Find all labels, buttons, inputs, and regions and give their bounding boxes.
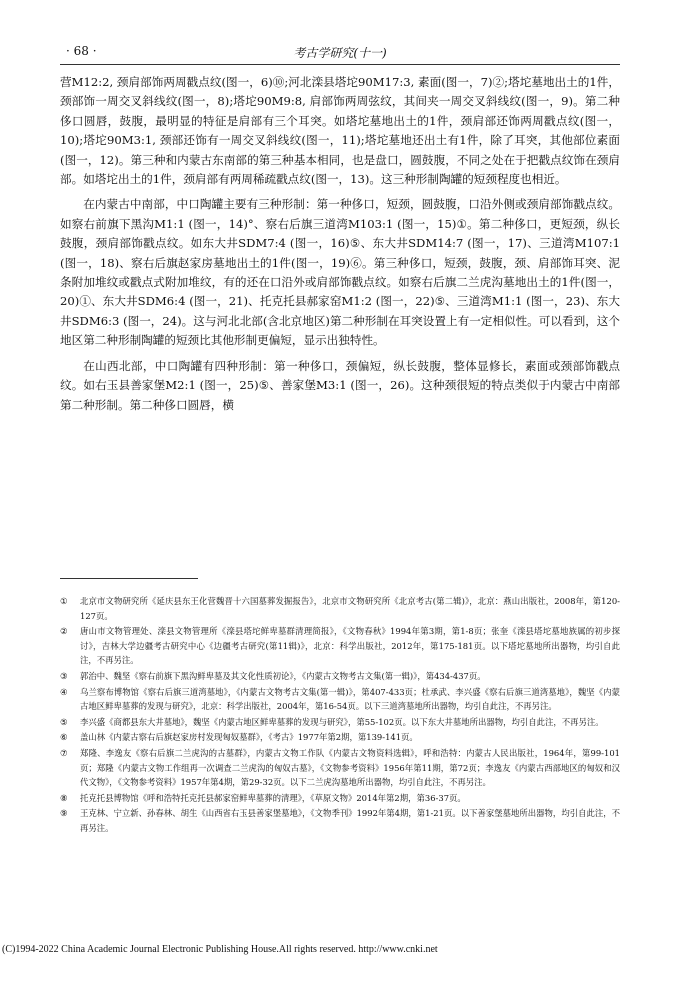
paragraph-1: 营M12:2, 颈肩部饰两周戳点纹(图一，6)⑩;河北滦县塔坨90M17:3, 素面(图一，7)②;塔坨墓地出土的1件，颈部饰一周交叉斜线纹(图一，8);塔坨90M9:8, 肩部饰两周弦纹，其间夹一周交叉斜线纹(图一，9)。第二种侈口圆唇，鼓腹，最明显的特征是肩部有三个耳突。如塔坨墓地出土的1件，颈肩部还饰两周戳点纹(图一，10);塔坨90M3:1, 颈部还饰有一周交叉斜线纹(图一，11);塔坨墓地还出土有1件，除了耳突，其他部位素面(图一，12)。第三种和内蒙古东南部的第三种基本相同，也是盘口，圆鼓腹，不同之处在于把戳点纹饰在颈肩部。如塔坨出土的1件，颈肩部有两周稀疏戳点纹(图一，13)。这三种形制陶罐的短颈程度也相近。 xyxy=(60,75,620,187)
header-rule xyxy=(60,64,620,65)
footnote-mark: ② xyxy=(60,626,68,637)
footnote-rule xyxy=(60,578,198,579)
footnote-text: 盖山林《内蒙古察右后旗赵家房村发现匈奴墓群》，《考古》1977年第2期，第139-141页。 xyxy=(80,732,418,743)
footnote xyxy=(60,746,620,790)
footnotes xyxy=(60,594,620,837)
footnote-text: 李兴盛《商都县东大井墓地》，魏坚《内蒙古地区鲜卑墓葬的发现与研究》，第55-102页。以下东大井墓地所出器物，均引自此注，不再另注。 xyxy=(80,716,604,727)
page-number: · 68 · xyxy=(66,44,97,58)
footnote-mark: ⑦ xyxy=(60,747,68,758)
journal-title: 考古学研究(十一) xyxy=(293,46,387,60)
paragraph-2: 在内蒙古中南部，中口陶罐主要有三种形制：第一种侈口，短颈，圆鼓腹，口沿外侧或颈肩部饰戳点纹。如察右前旗下黑沟M1:1 (图一，14)°、察右后旗三道湾M103:1 (图一，15)①。第二种侈口，更短颈，纵长鼓腹，颈肩部饰戳点纹。如东大井SDM7:4 (图一，16)⑤、东大井SDM14:7 (图一，17)、三道湾M107:1 (图一，18)、察右后旗赵家房墓地出土的1件(图一，19)⑥。第三种侈口，短颈，鼓腹，颈、肩部饰耳突、泥条附加堆纹或戳点式附加堆纹，有的还在口沿外或肩部饰戳点纹。如察右后旗二兰虎沟墓地出土的1件(图一，20)①、东大井SDM6:4 (图一，21)、托克托县郝家窑M1:2 (图一，22)⑤、三道湾M1:1 (图一，23)、东大井SDM6:3 (图一，24)。这与河北北部(含北京地区)第二种形制在耳突设置上有一定相似性。可以看到，这个地区第二种形制陶罐的短颈比其他形制更偏短，显示出独特性。 xyxy=(60,197,620,348)
footnote-text: 王克林、宁立新、孙春林、胡生《山西省右玉县善家堡墓地》，《文物季刊》1992年第4期，第1-21页。以下善家堡墓地所出器物，均引自此注，不再另注。 xyxy=(80,808,620,833)
footnote xyxy=(60,806,620,835)
footnote xyxy=(60,594,620,623)
footnote-text: 郑隆、李逸友《察右后旗二兰虎沟的古墓群》，内蒙古文物工作队《内蒙古文物资料选辑》，呼和浩特：内蒙古人民出版社，1964年，第99-101页；郑隆《内蒙古文物工作组再一次调查二兰虎沟的匈奴古墓》，《文物参考资料》1956年第11期，第72页；李逸友《内蒙古西部地区的匈奴和汉代文物》，《文物参考资料》1957年第4期，第29-32页。以下二兰虎沟墓地所出器物，均引自此注，不再另注。 xyxy=(80,747,620,788)
footnote-text: 托克托县博物馆《呼和浩特托克托县郝家窑鲜卑墓葬的清理》，《草原文物》2014年第2期，第36-37页。 xyxy=(80,792,466,803)
footnote xyxy=(60,715,620,730)
footnote xyxy=(60,669,620,684)
footnote xyxy=(60,685,620,714)
footnote-text: 北京市文物研究所《延庆县东王化营魏晋十六国墓葬发掘报告》，北京市文物研究所《北京考古(第二辑)》，北京：燕山出版社，2008年，第120-127页。 xyxy=(80,596,620,621)
footnote-mark: ⑨ xyxy=(60,808,68,819)
footnote-mark: ⑤ xyxy=(60,716,68,727)
paragraph-3: 在山西北部，中口陶罐有四种形制：第一种侈口，颈偏短，纵长鼓腹，整体显修长，素面或颈部饰戳点纹。如右玉县善家堡M2:1 (图一，25)⑤、善家堡M3:1 (图一，26)。这种颈很短的特点类似于内蒙古中南部第二种形制。第二种侈口圆唇，横 xyxy=(60,358,620,412)
copyright-notice: (C)1994-2022 China Academic Journal Electronic Publishing House.All rights reserved. http://www.cnki.net xyxy=(2,944,438,955)
footnote xyxy=(60,624,620,668)
footnote xyxy=(60,791,620,806)
footnote-mark: ⑥ xyxy=(60,732,68,743)
page-header xyxy=(60,42,620,62)
footnote-text: 乌兰察布博物馆《察右后旗三道湾墓地》，《内蒙古文物考古文集(第一辑)》，第407-433页；杜承武、李兴盛《察右后旗三道湾墓地》，魏坚《内蒙古地区鲜卑墓葬的发现与研究》，北京：科学出版社，2004年，第16-54页。以下三道湾墓地所出器物，均引自此注，不再另注。 xyxy=(80,686,620,712)
footnote-mark: ⑧ xyxy=(60,792,68,803)
body-text xyxy=(60,73,620,415)
footnote-mark: ③ xyxy=(60,670,68,681)
footnote-mark: ④ xyxy=(60,686,68,697)
footnote-mark: ① xyxy=(60,596,68,606)
footnote-text: 唐山市文物管理处、滦县文物管理所《滦县塔坨鲜卑墓群清理简报》，《文物春秋》1994年第3期，第1-8页；张奎《滦县塔坨墓地族属的初步探讨》，吉林大学边疆考古研究中心《边疆考古研究(第11辑)》，北京：科学出版社，2012年，第175-181页。以下塔坨墓地所出器物，均引自此注，不再另注。 xyxy=(80,626,620,666)
footnote xyxy=(60,730,620,745)
footnote-text: 郭治中、魏坚《察右前旗下黑沟鲜卑墓及其文化性质初论》，《内蒙古文物考古文集(第一辑)》，第434-437页。 xyxy=(80,670,486,681)
